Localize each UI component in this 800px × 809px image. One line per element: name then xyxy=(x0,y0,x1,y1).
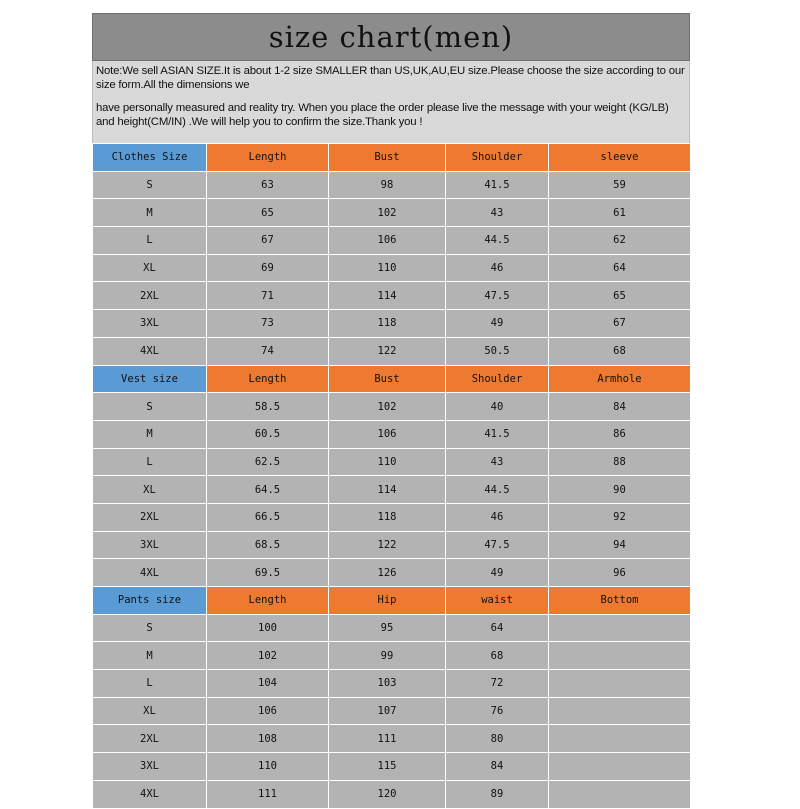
size-label-cell: 3XL xyxy=(93,310,207,338)
table-row xyxy=(93,476,691,504)
measurement-cell: 114 xyxy=(329,282,446,310)
measurement-cell: 94 xyxy=(549,531,691,559)
measurement-cell: 99 xyxy=(329,642,446,670)
size-label-cell: M xyxy=(93,642,207,670)
measurement-cell: 90 xyxy=(549,476,691,504)
table-row xyxy=(93,171,691,199)
table-row xyxy=(93,614,691,642)
note-line-1: Note:We sell ASIAN SIZE.It is about 1-2 size SMALLER than US,UK,AU,EU size.Please choose the size according to our size form.All the dimensions we xyxy=(96,65,685,91)
measurement-cell: 68 xyxy=(446,642,549,670)
pants-header-row xyxy=(93,587,691,615)
measurement-cell: 69.5 xyxy=(207,559,329,587)
vest-header-cell: Armhole xyxy=(549,365,691,393)
measurement-cell: 110 xyxy=(329,254,446,282)
measurement-cell: 61 xyxy=(549,199,691,227)
table-row xyxy=(93,337,691,365)
size-label-cell: M xyxy=(93,420,207,448)
measurement-cell: 118 xyxy=(329,503,446,531)
measurement-cell: 126 xyxy=(329,559,446,587)
measurement-cell: 59 xyxy=(549,171,691,199)
size-label-cell: XL xyxy=(93,254,207,282)
size-label-cell: L xyxy=(93,670,207,698)
measurement-cell: 62 xyxy=(549,227,691,255)
measurement-cell xyxy=(549,725,691,753)
table-row xyxy=(93,642,691,670)
measurement-cell: 72 xyxy=(446,670,549,698)
table-row xyxy=(93,310,691,338)
clothes-header-cell: sleeve xyxy=(549,144,691,172)
measurement-cell: 89 xyxy=(446,780,549,808)
measurement-cell: 120 xyxy=(329,780,446,808)
table-row xyxy=(93,531,691,559)
chart-title: size chart(men) xyxy=(92,13,690,61)
measurement-cell: 49 xyxy=(446,559,549,587)
table-row xyxy=(93,753,691,781)
size-label-cell: L xyxy=(93,227,207,255)
measurement-cell: 102 xyxy=(329,393,446,421)
measurement-cell: 68 xyxy=(549,337,691,365)
measurement-cell: 44.5 xyxy=(446,227,549,255)
measurement-cell: 47.5 xyxy=(446,282,549,310)
pants-header-cell: Length xyxy=(207,587,329,615)
measurement-cell: 103 xyxy=(329,670,446,698)
measurement-cell: 66.5 xyxy=(207,503,329,531)
measurement-cell: 43 xyxy=(446,448,549,476)
measurement-cell: 44.5 xyxy=(446,476,549,504)
size-label-cell: 2XL xyxy=(93,282,207,310)
vest-header-cell: Shoulder xyxy=(446,365,549,393)
measurement-cell: 106 xyxy=(207,697,329,725)
measurement-cell: 110 xyxy=(329,448,446,476)
size-label-cell: M xyxy=(93,199,207,227)
size-label-cell: 4XL xyxy=(93,337,207,365)
measurement-cell: 62.5 xyxy=(207,448,329,476)
measurement-cell: 88 xyxy=(549,448,691,476)
measurement-cell: 107 xyxy=(329,697,446,725)
measurement-cell: 64 xyxy=(446,614,549,642)
measurement-cell: 92 xyxy=(549,503,691,531)
measurement-cell: 64.5 xyxy=(207,476,329,504)
pants-header-cell: Pants size xyxy=(93,587,207,615)
clothes-header-cell: Clothes Size xyxy=(93,144,207,172)
size-label-cell: 3XL xyxy=(93,753,207,781)
vest-header-cell: Bust xyxy=(329,365,446,393)
note-line-2: have personally measured and reality try. When you place the order please live the message with your weight (KG/LB) and height(CM/IN) .We will help you to confirm the size.Thank you ! xyxy=(96,102,669,128)
measurement-cell: 110 xyxy=(207,753,329,781)
measurement-cell: 86 xyxy=(549,420,691,448)
measurement-cell: 122 xyxy=(329,337,446,365)
measurement-cell xyxy=(549,780,691,808)
size-table xyxy=(92,143,691,809)
pants-header-cell: Bottom xyxy=(549,587,691,615)
measurement-cell: 43 xyxy=(446,199,549,227)
table-row xyxy=(93,393,691,421)
vest-header-row xyxy=(93,365,691,393)
table-row xyxy=(93,780,691,808)
measurement-cell: 76 xyxy=(446,697,549,725)
size-label-cell: 2XL xyxy=(93,725,207,753)
clothes-header-cell: Shoulder xyxy=(446,144,549,172)
vest-header-cell: Length xyxy=(207,365,329,393)
measurement-cell: 69 xyxy=(207,254,329,282)
size-label-cell: 3XL xyxy=(93,531,207,559)
measurement-cell: 41.5 xyxy=(446,420,549,448)
measurement-cell: 108 xyxy=(207,725,329,753)
measurement-cell: 80 xyxy=(446,725,549,753)
measurement-cell: 102 xyxy=(329,199,446,227)
size-note xyxy=(92,61,690,143)
measurement-cell: 100 xyxy=(207,614,329,642)
measurement-cell: 46 xyxy=(446,503,549,531)
measurement-cell: 84 xyxy=(446,753,549,781)
measurement-cell: 104 xyxy=(207,670,329,698)
pants-header-cell: waist xyxy=(446,587,549,615)
measurement-cell: 47.5 xyxy=(446,531,549,559)
table-row xyxy=(93,448,691,476)
size-label-cell: 2XL xyxy=(93,503,207,531)
measurement-cell: 46 xyxy=(446,254,549,282)
size-label-cell: XL xyxy=(93,697,207,725)
size-label-cell: S xyxy=(93,171,207,199)
measurement-cell xyxy=(549,614,691,642)
table-row xyxy=(93,670,691,698)
clothes-header-cell: Length xyxy=(207,144,329,172)
measurement-cell: 74 xyxy=(207,337,329,365)
measurement-cell: 58.5 xyxy=(207,393,329,421)
measurement-cell: 118 xyxy=(329,310,446,338)
measurement-cell xyxy=(549,642,691,670)
pants-header-cell: Hip xyxy=(329,587,446,615)
table-row xyxy=(93,282,691,310)
clothes-header-cell: Bust xyxy=(329,144,446,172)
table-row xyxy=(93,697,691,725)
measurement-cell: 65 xyxy=(549,282,691,310)
measurement-cell: 67 xyxy=(549,310,691,338)
measurement-cell: 65 xyxy=(207,199,329,227)
measurement-cell: 60.5 xyxy=(207,420,329,448)
table-row xyxy=(93,420,691,448)
size-label-cell: 4XL xyxy=(93,780,207,808)
measurement-cell xyxy=(549,753,691,781)
measurement-cell: 106 xyxy=(329,420,446,448)
size-label-cell: XL xyxy=(93,476,207,504)
measurement-cell: 114 xyxy=(329,476,446,504)
measurement-cell: 98 xyxy=(329,171,446,199)
measurement-cell: 115 xyxy=(329,753,446,781)
measurement-cell: 111 xyxy=(207,780,329,808)
vest-header-cell: Vest size xyxy=(93,365,207,393)
measurement-cell: 68.5 xyxy=(207,531,329,559)
table-row xyxy=(93,199,691,227)
size-label-cell: 4XL xyxy=(93,559,207,587)
table-row xyxy=(93,725,691,753)
size-label-cell: S xyxy=(93,614,207,642)
measurement-cell: 102 xyxy=(207,642,329,670)
measurement-cell: 41.5 xyxy=(446,171,549,199)
measurement-cell: 73 xyxy=(207,310,329,338)
measurement-cell: 64 xyxy=(549,254,691,282)
measurement-cell: 67 xyxy=(207,227,329,255)
measurement-cell: 96 xyxy=(549,559,691,587)
measurement-cell: 95 xyxy=(329,614,446,642)
measurement-cell: 122 xyxy=(329,531,446,559)
size-label-cell: L xyxy=(93,448,207,476)
measurement-cell: 106 xyxy=(329,227,446,255)
measurement-cell: 63 xyxy=(207,171,329,199)
size-chart xyxy=(92,13,690,809)
measurement-cell: 71 xyxy=(207,282,329,310)
clothes-header-row xyxy=(93,144,691,172)
table-row xyxy=(93,254,691,282)
table-row xyxy=(93,227,691,255)
measurement-cell: 49 xyxy=(446,310,549,338)
measurement-cell xyxy=(549,670,691,698)
size-label-cell: S xyxy=(93,393,207,421)
measurement-cell: 40 xyxy=(446,393,549,421)
measurement-cell: 111 xyxy=(329,725,446,753)
table-row xyxy=(93,503,691,531)
table-row xyxy=(93,559,691,587)
measurement-cell: 84 xyxy=(549,393,691,421)
measurement-cell: 50.5 xyxy=(446,337,549,365)
measurement-cell xyxy=(549,697,691,725)
